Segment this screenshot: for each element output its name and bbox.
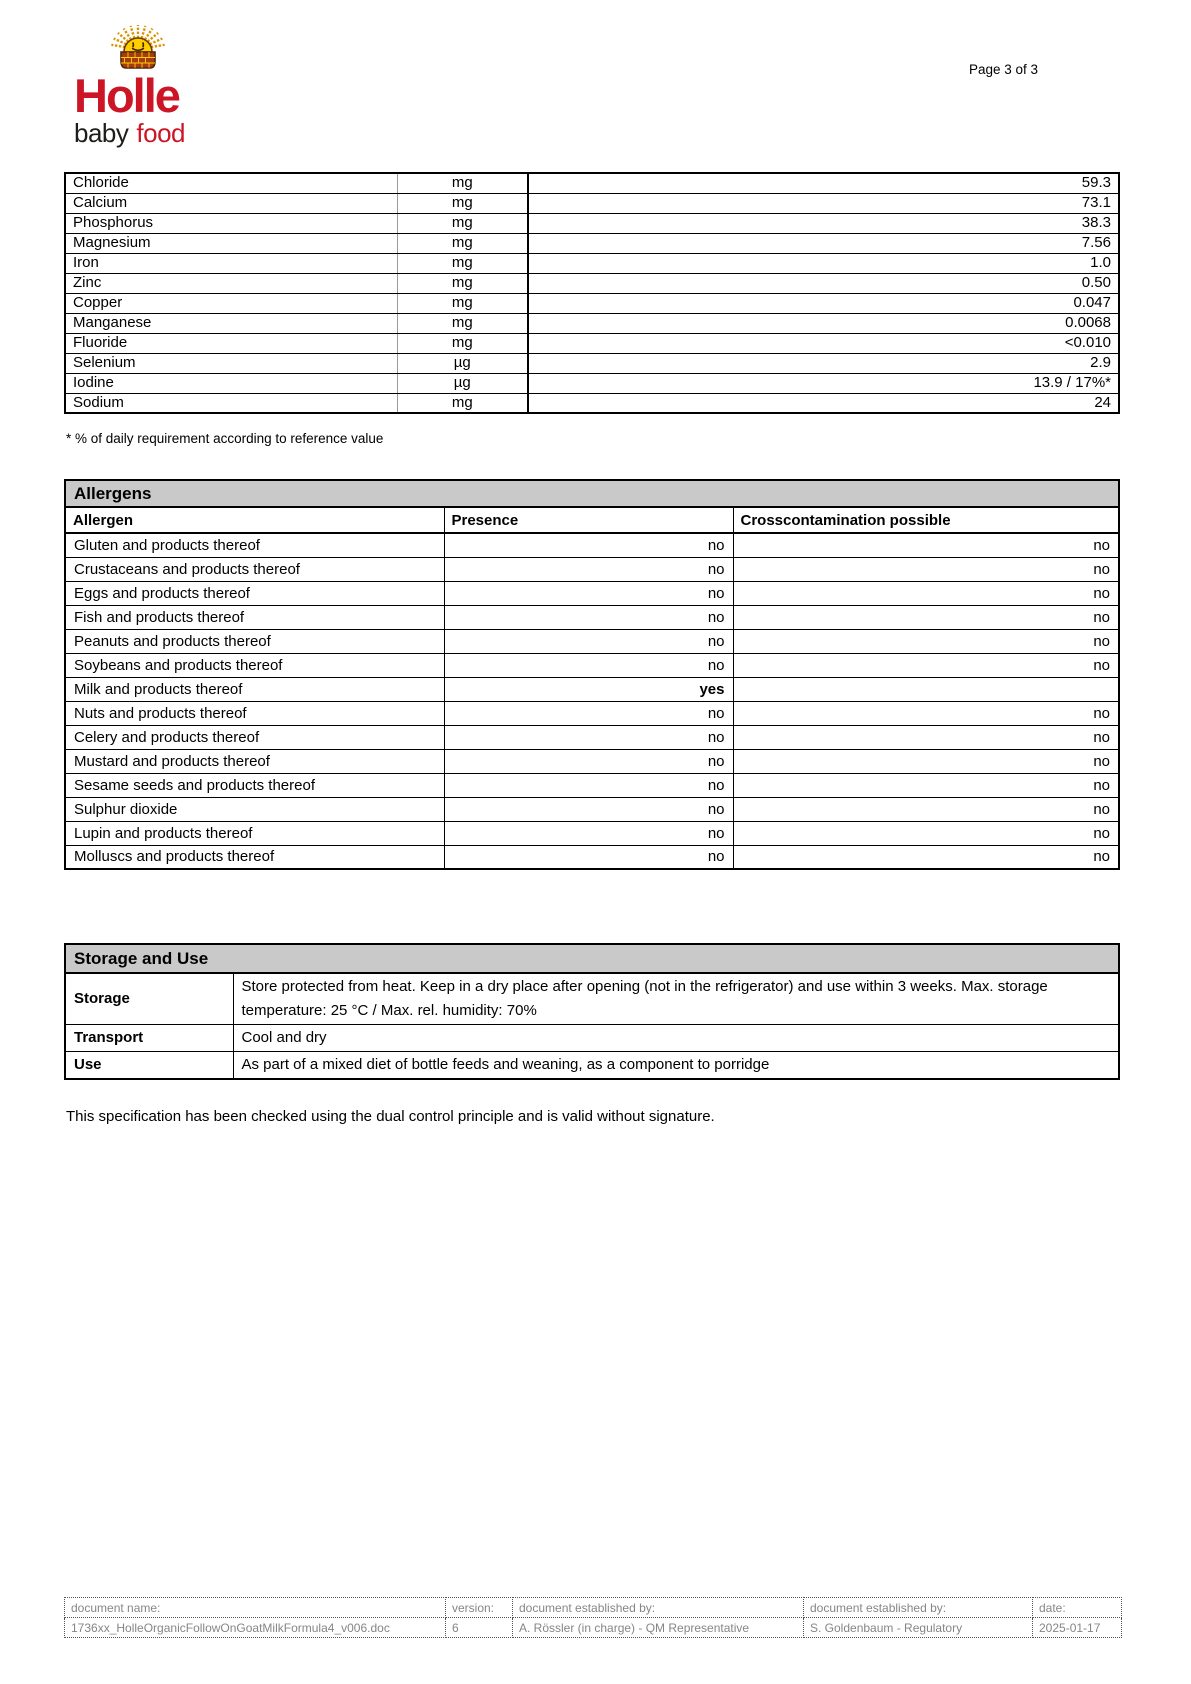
allergen-name: Soybeans and products thereof bbox=[65, 653, 444, 677]
sun-brick-emblem-icon bbox=[106, 22, 170, 76]
allergen-row bbox=[65, 797, 1119, 821]
mineral-name: Phosphorus bbox=[65, 213, 397, 233]
allergen-crosscontamination: no bbox=[733, 725, 1119, 749]
mineral-row bbox=[65, 373, 1119, 393]
allergen-presence: no bbox=[444, 773, 733, 797]
validity-note: This specification has been checked using the dual control principle and is valid without signature. bbox=[66, 1108, 715, 1125]
mineral-name: Chloride bbox=[65, 173, 397, 193]
allergens-header-row bbox=[65, 507, 1119, 533]
storage-row bbox=[65, 1025, 1119, 1052]
mineral-value: 0.50 bbox=[528, 273, 1119, 293]
mineral-unit: µg bbox=[397, 373, 528, 393]
mineral-name: Fluoride bbox=[65, 333, 397, 353]
allergen-presence: no bbox=[444, 605, 733, 629]
footer-labels-row bbox=[65, 1598, 1122, 1618]
column-header-crosscontamination: Crosscontamination possible bbox=[733, 507, 1119, 533]
mineral-value: 73.1 bbox=[528, 193, 1119, 213]
storage-row-label: Storage bbox=[65, 973, 233, 1025]
storage-row-text: As part of a mixed diet of bottle feeds and weaning, as a component to porridge bbox=[233, 1052, 1119, 1080]
allergen-crosscontamination bbox=[733, 677, 1119, 701]
allergen-row bbox=[65, 557, 1119, 581]
mineral-value: 0.0068 bbox=[528, 313, 1119, 333]
allergen-crosscontamination: no bbox=[733, 821, 1119, 845]
footer-value-established-by-1: A. Rössler (in charge) - QM Representative bbox=[513, 1618, 804, 1638]
storage-table bbox=[64, 943, 1120, 1080]
mineral-name: Sodium bbox=[65, 393, 397, 413]
mineral-name: Iron bbox=[65, 253, 397, 273]
allergen-name: Sulphur dioxide bbox=[65, 797, 444, 821]
mineral-name: Copper bbox=[65, 293, 397, 313]
allergen-name: Nuts and products thereof bbox=[65, 701, 444, 725]
mineral-row bbox=[65, 353, 1119, 373]
mineral-value: 7.56 bbox=[528, 233, 1119, 253]
allergen-crosscontamination: no bbox=[733, 797, 1119, 821]
minerals-table bbox=[64, 172, 1120, 414]
mineral-unit: mg bbox=[397, 313, 528, 333]
mineral-row bbox=[65, 293, 1119, 313]
footer-value-established-by-2: S. Goldenbaum - Regulatory bbox=[804, 1618, 1033, 1638]
mineral-unit: mg bbox=[397, 393, 528, 413]
allergens-section-title: Allergens bbox=[65, 480, 1119, 507]
storage-row-label: Use bbox=[65, 1052, 233, 1080]
allergen-row bbox=[65, 653, 1119, 677]
allergen-row bbox=[65, 629, 1119, 653]
mineral-value: 38.3 bbox=[528, 213, 1119, 233]
mineral-row bbox=[65, 273, 1119, 293]
mineral-value: <0.010 bbox=[528, 333, 1119, 353]
mineral-name: Selenium bbox=[65, 353, 397, 373]
mineral-name: Calcium bbox=[65, 193, 397, 213]
storage-title-row bbox=[65, 944, 1119, 973]
mineral-name: Zinc bbox=[65, 273, 397, 293]
mineral-row bbox=[65, 333, 1119, 353]
allergen-row bbox=[65, 701, 1119, 725]
mineral-name: Iodine bbox=[65, 373, 397, 393]
allergen-crosscontamination: no bbox=[733, 653, 1119, 677]
allergen-name: Gluten and products thereof bbox=[65, 533, 444, 557]
mineral-row bbox=[65, 393, 1119, 413]
allergens-title-row bbox=[65, 480, 1119, 507]
allergen-row bbox=[65, 845, 1119, 869]
column-header-presence: Presence bbox=[444, 507, 733, 533]
mineral-value: 0.047 bbox=[528, 293, 1119, 313]
mineral-name: Magnesium bbox=[65, 233, 397, 253]
footer-label-document-name: document name: bbox=[65, 1598, 446, 1618]
allergen-presence: no bbox=[444, 629, 733, 653]
allergen-presence: no bbox=[444, 653, 733, 677]
allergen-presence: yes bbox=[444, 677, 733, 701]
mineral-value: 1.0 bbox=[528, 253, 1119, 273]
allergen-name: Molluscs and products thereof bbox=[65, 845, 444, 869]
mineral-unit: mg bbox=[397, 253, 528, 273]
storage-row-text: Cool and dry bbox=[233, 1025, 1119, 1052]
storage-row-text: Store protected from heat. Keep in a dry place after opening (not in the refrigerator) and use within 3 weeks. Max. storage temperature: 25 °C / Max. rel. humidity: 70% bbox=[233, 973, 1119, 1025]
allergen-name: Mustard and products thereof bbox=[65, 749, 444, 773]
brand-subtitle-food: food bbox=[136, 118, 185, 149]
allergen-name: Lupin and products thereof bbox=[65, 821, 444, 845]
allergens-table bbox=[64, 479, 1120, 870]
allergen-presence: no bbox=[444, 749, 733, 773]
footer-label-established-by-1: document established by: bbox=[513, 1598, 804, 1618]
storage-row bbox=[65, 973, 1119, 1025]
storage-row-label: Transport bbox=[65, 1025, 233, 1052]
allergen-crosscontamination: no bbox=[733, 701, 1119, 725]
mineral-value: 59.3 bbox=[528, 173, 1119, 193]
allergen-crosscontamination: no bbox=[733, 773, 1119, 797]
mineral-row bbox=[65, 173, 1119, 193]
allergen-row bbox=[65, 605, 1119, 629]
brand-wordmark: Holle bbox=[74, 69, 179, 122]
allergen-presence: no bbox=[444, 845, 733, 869]
mineral-unit: µg bbox=[397, 353, 528, 373]
allergen-row bbox=[65, 533, 1119, 557]
allergen-crosscontamination: no bbox=[733, 845, 1119, 869]
allergen-name: Milk and products thereof bbox=[65, 677, 444, 701]
allergen-crosscontamination: no bbox=[733, 533, 1119, 557]
mineral-value: 13.9 / 17%* bbox=[528, 373, 1119, 393]
allergen-name: Eggs and products thereof bbox=[65, 581, 444, 605]
footer-label-established-by-2: document established by: bbox=[804, 1598, 1033, 1618]
allergen-presence: no bbox=[444, 581, 733, 605]
footer-value-date: 2025-01-17 bbox=[1033, 1618, 1122, 1638]
mineral-unit: mg bbox=[397, 213, 528, 233]
allergen-crosscontamination: no bbox=[733, 557, 1119, 581]
minerals-footnote: * % of daily requirement according to reference value bbox=[66, 431, 384, 446]
allergen-crosscontamination: no bbox=[733, 629, 1119, 653]
mineral-row bbox=[65, 253, 1119, 273]
mineral-name: Manganese bbox=[65, 313, 397, 333]
mineral-row bbox=[65, 313, 1119, 333]
allergen-row bbox=[65, 725, 1119, 749]
document-footer-table bbox=[64, 1597, 1122, 1638]
mineral-row bbox=[65, 213, 1119, 233]
allergen-name: Sesame seeds and products thereof bbox=[65, 773, 444, 797]
footer-values-row bbox=[65, 1618, 1122, 1638]
page-number: Page 3 of 3 bbox=[969, 62, 1039, 77]
allergen-presence: no bbox=[444, 533, 733, 557]
footer-value-version: 6 bbox=[446, 1618, 513, 1638]
footer-label-date: date: bbox=[1033, 1598, 1122, 1618]
allergen-row bbox=[65, 773, 1119, 797]
allergen-presence: no bbox=[444, 821, 733, 845]
mineral-row bbox=[65, 193, 1119, 213]
allergen-name: Fish and products thereof bbox=[65, 605, 444, 629]
storage-row bbox=[65, 1052, 1119, 1080]
allergen-crosscontamination: no bbox=[733, 581, 1119, 605]
holle-logo bbox=[74, 22, 214, 149]
allergen-row bbox=[65, 581, 1119, 605]
allergen-name: Peanuts and products thereof bbox=[65, 629, 444, 653]
allergen-presence: no bbox=[444, 557, 733, 581]
mineral-unit: mg bbox=[397, 333, 528, 353]
allergen-presence: no bbox=[444, 725, 733, 749]
mineral-value: 2.9 bbox=[528, 353, 1119, 373]
mineral-unit: mg bbox=[397, 193, 528, 213]
allergen-row bbox=[65, 821, 1119, 845]
allergen-name: Crustaceans and products thereof bbox=[65, 557, 444, 581]
mineral-unit: mg bbox=[397, 273, 528, 293]
mineral-value: 24 bbox=[528, 393, 1119, 413]
allergen-presence: no bbox=[444, 701, 733, 725]
brand-subtitle bbox=[74, 118, 214, 149]
allergen-row bbox=[65, 677, 1119, 701]
column-header-allergen: Allergen bbox=[65, 507, 444, 533]
allergen-presence: no bbox=[444, 797, 733, 821]
footer-label-version: version: bbox=[446, 1598, 513, 1618]
allergen-crosscontamination: no bbox=[733, 749, 1119, 773]
mineral-unit: mg bbox=[397, 233, 528, 253]
allergen-name: Celery and products thereof bbox=[65, 725, 444, 749]
allergen-row bbox=[65, 749, 1119, 773]
mineral-unit: mg bbox=[397, 173, 528, 193]
allergen-crosscontamination: no bbox=[733, 605, 1119, 629]
mineral-row bbox=[65, 233, 1119, 253]
brand-subtitle-baby: baby bbox=[74, 118, 129, 149]
storage-section-title: Storage and Use bbox=[65, 944, 1119, 973]
mineral-unit: mg bbox=[397, 293, 528, 313]
footer-value-document-name: 1736xx_HolleOrganicFollowOnGoatMilkFormula4_v006.doc bbox=[65, 1618, 446, 1638]
